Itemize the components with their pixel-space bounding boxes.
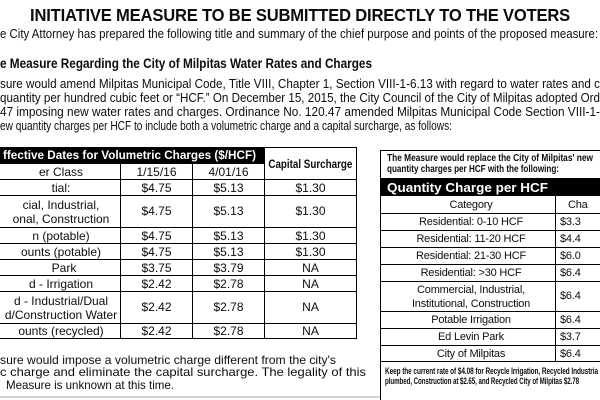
table-row-label: Potable Irrigation [380, 311, 555, 328]
table-cell: $6.4 [555, 311, 600, 328]
body-line-3: 47 imposing new water rates and charges. Ordinance No. 120.47 amended Milpitas Municipal Code Section VIII-1- [0, 105, 600, 119]
table-cell: $5.13 [192, 179, 264, 195]
table-cell: $1.30 [264, 179, 357, 195]
charge-header: Cha [555, 196, 600, 213]
table-cell: $6.4 [555, 281, 600, 311]
table-row-label: City of Milpitas [380, 345, 555, 362]
table-cell: $4.75 [120, 227, 192, 243]
attorney-summary-line: e City Attorney has prepared the following title and summary of the chief purpose and points of the proposed measure: [0, 27, 598, 41]
quantity-charge-table [380, 196, 600, 362]
table-cell: $3.3 [555, 213, 600, 230]
capital-surcharge-header: Capital Surcharge [264, 147, 357, 179]
table-cell: $2.78 [192, 291, 264, 323]
panel-footnote-line-1: Keep the current rate of $4.08 for Recycle Irrigation, Recycled Industria [385, 366, 598, 376]
closing-line-1: sure would impose a volumetric charge different from the city's [0, 353, 336, 367]
table-cell: $1.30 [264, 243, 357, 259]
customer-class-header: er Class [0, 163, 120, 179]
table-cell: $4.4 [555, 230, 600, 247]
table-cell: $5.13 [192, 195, 264, 227]
table-row-label: Residential: 0-10 HCF [380, 213, 555, 230]
scan-artifact-line [0, 396, 380, 398]
table-cell: $4.75 [120, 195, 192, 227]
table-row-label: tial: [0, 179, 120, 195]
table-cell: $1.30 [264, 227, 357, 243]
table-cell: $2.42 [120, 323, 192, 339]
table-row-label: d - Industrial/Dual d/Construction Water [0, 291, 120, 323]
table-row-label: Residential: 21-30 HCF [380, 247, 555, 264]
page-title-row [0, 5, 600, 26]
category-header: Category [449, 198, 493, 211]
table-row-label: Residential: >30 HCF [380, 264, 555, 281]
date-col-2: 4/01/16 [192, 163, 264, 179]
page-title: INITIATIVE MEASURE TO BE SUBMITTED DIRECTLY TO THE VOTERS [30, 5, 570, 25]
table-cell: NA [264, 275, 357, 291]
table-row-label: Park [0, 259, 120, 275]
table-cell: $6.0 [555, 247, 600, 264]
table-cell: $2.78 [192, 323, 264, 339]
table-cell: $4.75 [120, 243, 192, 259]
table-cell: $3.7 [555, 328, 600, 345]
measure-heading: e Measure Regarding the City of Milpitas Water Rates and Charges [0, 56, 372, 71]
table-cell: $6.4 [555, 345, 600, 362]
closing-line-2: c charge and eliminate the capital surcharge. The legality of this [0, 365, 366, 379]
table-row-label: n (potable) [0, 227, 120, 243]
panel-footnote-line-2: plumbed, Construction at $2.65, and Recycled City of Milpitas $2.78 [385, 376, 579, 386]
table-cell: NA [264, 259, 357, 275]
volumetric-table-header-bar: ffective Dates for Volumetric Charges ($/HCF) [0, 147, 264, 163]
table-row-label: ounts (recycled) [0, 323, 120, 339]
table-cell: $2.78 [192, 275, 264, 291]
table-cell: $5.13 [192, 243, 264, 259]
table-row-label: Ed Levin Park [380, 328, 555, 345]
table-row-label: Commercial, Industrial, Institutional, Construction [380, 281, 555, 311]
table-cell: $4.75 [120, 179, 192, 195]
table-cell: $2.42 [120, 275, 192, 291]
table-cell: $3.79 [192, 259, 264, 275]
quantity-charge-header-bar: Quantity Charge per HCF [380, 178, 600, 196]
table-cell: $6.4 [555, 264, 600, 281]
panel-intro-line-1: The Measure would replace the City of Milpitas' new [387, 152, 593, 164]
table-row-label: Residential: 11-20 HCF [380, 230, 555, 247]
table-cell: $1.30 [264, 195, 357, 227]
table-cell: NA [264, 291, 357, 323]
table-cell: NA [264, 323, 357, 339]
volumetric-charges-table [0, 147, 357, 339]
body-line-4: ew quantity charges per HCF to include both a volumetric charge and a capital surcharge, as follows: [0, 119, 452, 133]
date-col-1: 1/15/16 [120, 163, 192, 179]
table-row-label: d - Irrigation [0, 275, 120, 291]
body-line-1: sure would amend Milpitas Municipal Code, Title VIII, Chapter 1, Section VIII-1-6.13 with regard to water rates and c [0, 77, 600, 91]
table-cell: $2.42 [120, 291, 192, 323]
table-cell: $3.75 [120, 259, 192, 275]
table-row-label: ounts (potable) [0, 243, 120, 259]
table-row-label: cial, Industrial, onal, Construction [0, 195, 120, 227]
closing-line-3: Measure is unknown at this time. [6, 378, 174, 392]
panel-intro-line-2: quantity charges per HCF with the following: [387, 163, 559, 175]
body-line-2: quantity per hundred cubic feet or “HCF.” On December 15, 2015, the City Council of the City of Milpitas adopted Ord [0, 91, 600, 105]
table-cell: $5.13 [192, 227, 264, 243]
